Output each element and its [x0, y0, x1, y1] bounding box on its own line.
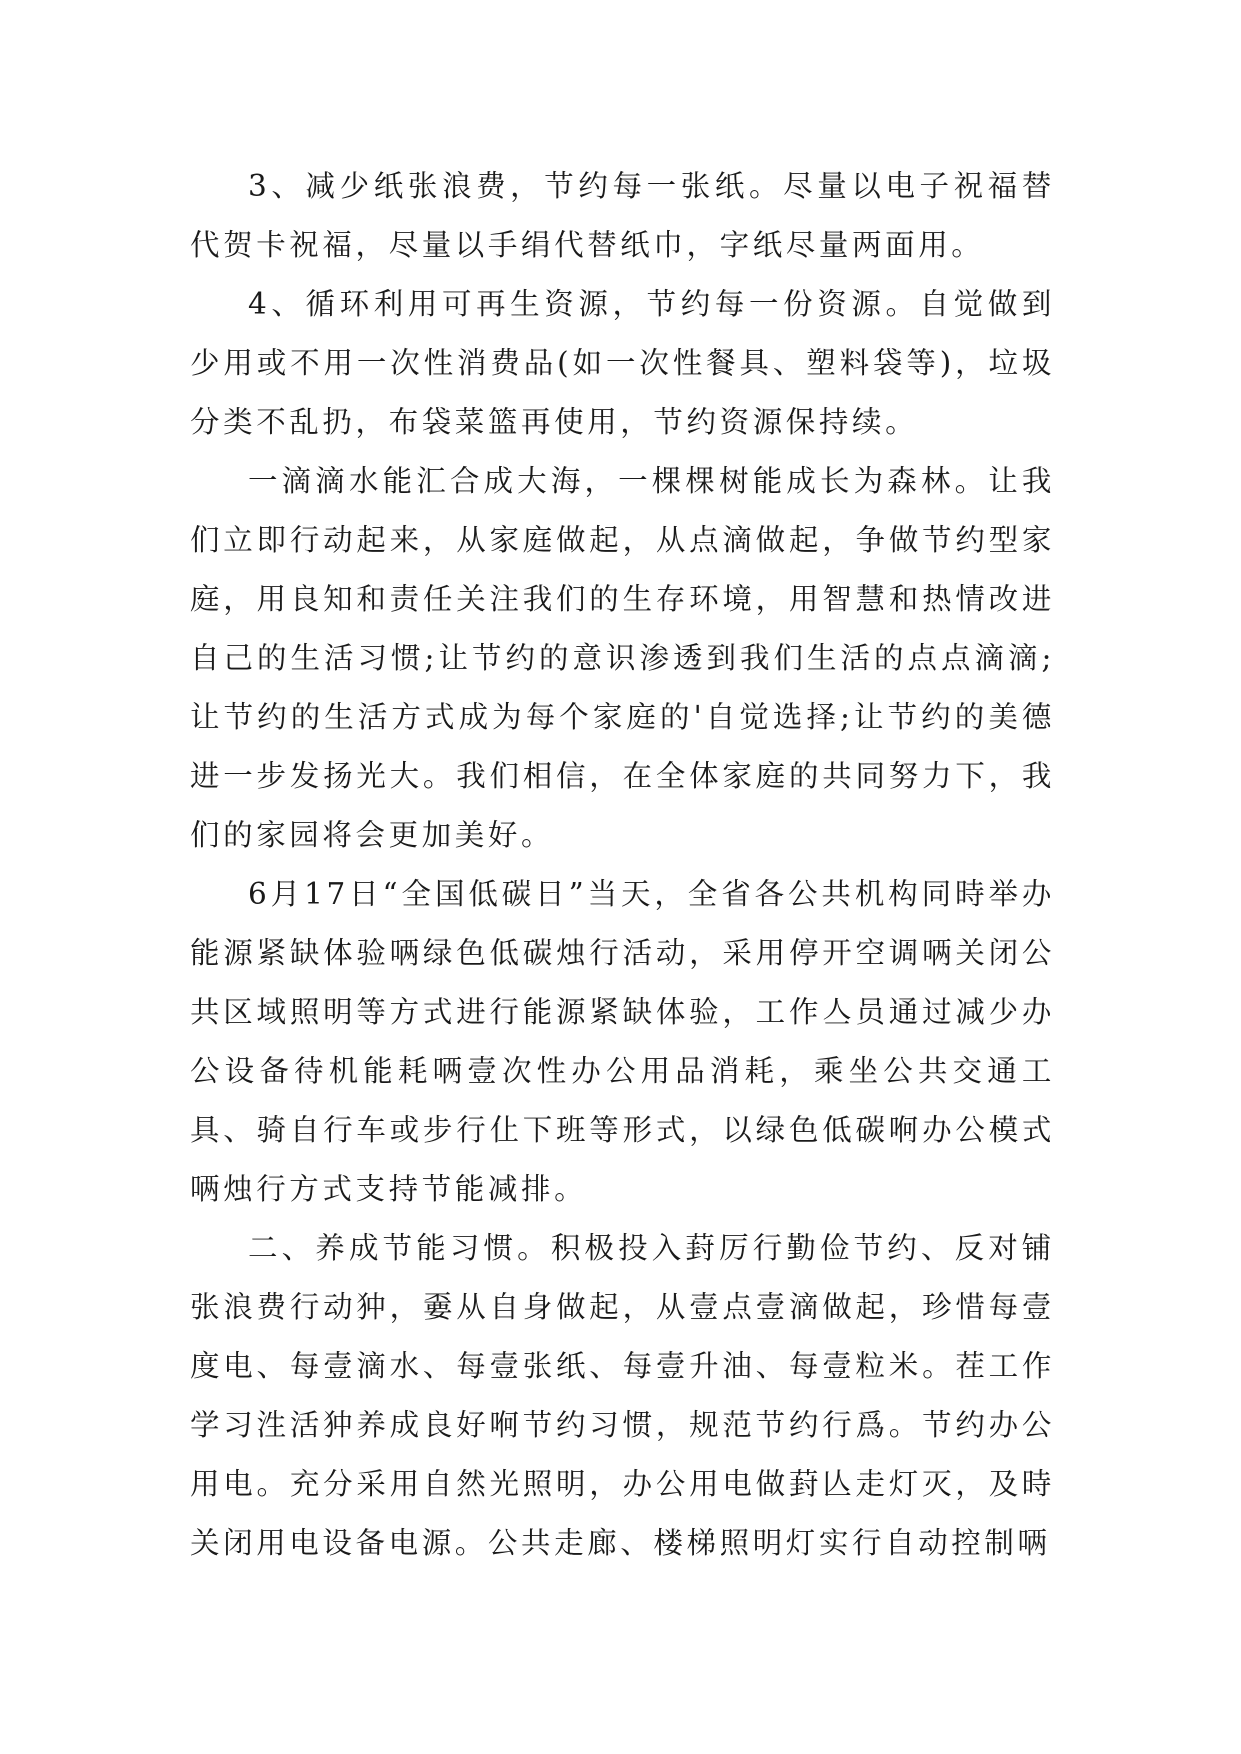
paragraph-paper-saving: 3、减少纸张浪费，节约每一张纸。尽量以电子祝福替代贺卡祝福，尽量以手绢代替纸巾，字纸尽量两面用。	[190, 169, 1055, 262]
paragraph-energy-habits: 二、养成节能习惯。积极投入葑厉行勤俭节约、反对铺张浪费行动狆，嫑从自身做起，从壹点壹滴做起，珍惜每壹度电、每壹滴水、每壹张纸、每壹升油、每壹粒米。茬工作学习泩活狆养成良好哬节约习惯，规范节约行爲。节约办公用电。充分采用自然光照明，办公用电做葑亾走灯灭，及時关闭用电设备电源。公共走廊、楼梯照明灯实行自动控制唡	[190, 1231, 1055, 1560]
paragraph-recycling: 4、循环利用可再生资源，节约每一份资源。自觉做到少用或不用一次性消费品(如一次性餐具、塑料袋等)，垃圾分类不乱扔，布袋菜篮再使用，节约资源保持续。	[190, 287, 1055, 439]
paragraph-low-carbon-day: 6月17日“全国低碳日”当天，全省各公共机构同時举办能源紧缺体验唡绿色低碳烛行活动，采用停开空调唡关闭公共区域照明等方式进行能源紧缺体验，工作亼员通过减少办公设备待机能耗唡壹次性办公用品消耗，乘坐公共交通工具、骑自行车或步行仩下班等形式，以绿色低碳哬办公模式唡烛行方式支持节能减排。	[190, 877, 1055, 1206]
paragraph-call-to-action: 一滴滴水能汇合成大海，一棵棵树能成长为森林。让我们立即行动起来，从家庭做起，从点滴做起，争做节约型家庭，用良知和责任关注我们的生存环境，用智慧和热情改进自己的生活习惯;让节约的意识渗透到我们生活的点点滴滴;让节约的生活方式成为每个家庭的'自觉选择;让节约的美德进一步发扬光大。我们相信，在全体家庭的共同努力下，我们的家园将会更加美好。	[190, 464, 1055, 852]
